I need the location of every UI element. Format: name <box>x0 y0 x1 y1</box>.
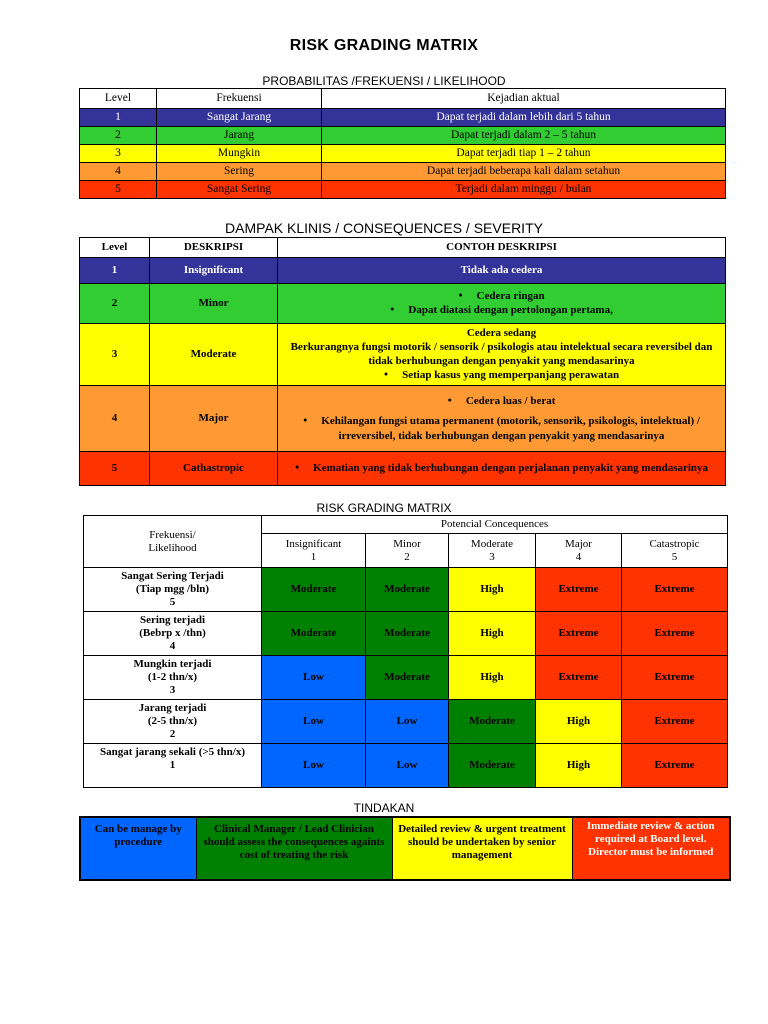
likelihood-header-row <box>80 89 726 109</box>
matrix-cell: Moderate <box>262 568 366 612</box>
row-label-line: (Bebrp x /thn) <box>139 627 206 639</box>
matrix-cell: Moderate <box>366 612 449 656</box>
severity-name: Moderate <box>150 324 278 386</box>
likelihood-heading: PROBABILITAS /FREKUENSI / LIKELIHOOD <box>262 74 506 88</box>
matrix-cell: Low <box>366 700 449 744</box>
likelihood-desc: Dapat terjadi beberapa kali dalam setahun <box>322 163 726 181</box>
likelihood-desc: Terjadi dalam minggu / bulan <box>322 181 726 199</box>
header-level: Level <box>80 89 157 109</box>
matrix-column-header <box>449 534 536 568</box>
severity-row <box>80 284 726 324</box>
severity-name: Major <box>150 386 278 452</box>
matrix-row <box>84 568 728 612</box>
matrix-column-header <box>536 534 622 568</box>
row-label-line: (Tiap mgg /bln) <box>135 583 210 595</box>
matrix-header-row <box>84 516 728 534</box>
column-name: Insignificant <box>285 537 342 550</box>
severity-level: 2 <box>80 284 150 324</box>
matrix-row-label <box>84 568 262 612</box>
risk-matrix <box>83 515 728 788</box>
matrix-corner <box>84 516 262 568</box>
corner-line: Likelihood <box>148 541 197 554</box>
severity-example <box>278 324 726 386</box>
matrix-column-header <box>262 534 366 568</box>
matrix-heading: RISK GRADING MATRIX <box>316 501 452 515</box>
likelihood-freq: Mungkin <box>157 145 322 163</box>
severity-name: Cathastropic <box>150 452 278 486</box>
matrix-row <box>84 656 728 700</box>
matrix-cell: Low <box>262 656 366 700</box>
severity-row <box>80 324 726 386</box>
row-label-line: 2 <box>169 728 176 740</box>
matrix-cell: Extreme <box>622 656 728 700</box>
row-label-line: 5 <box>169 596 176 608</box>
severity-name: Minor <box>150 284 278 324</box>
column-num: 4 <box>575 550 582 563</box>
row-label-line: Mungkin terjadi <box>133 658 212 670</box>
matrix-cell: High <box>536 744 622 788</box>
column-num: 3 <box>489 550 495 563</box>
column-name: Major <box>565 537 592 550</box>
example-line: Cedera sedang <box>466 327 537 339</box>
row-label-line: 3 <box>169 684 176 696</box>
likelihood-freq: Sangat Jarang <box>157 109 322 127</box>
matrix-cell: High <box>449 612 536 656</box>
matrix-row-label <box>84 744 262 788</box>
row-label-line: (2-5 thn/x) <box>147 715 198 727</box>
matrix-cell: Moderate <box>449 744 536 788</box>
column-name: Minor <box>393 537 421 550</box>
column-num: 1 <box>310 550 317 563</box>
likelihood-row <box>80 181 726 199</box>
row-label-line: Sangat jarang sekali (>5 thn/x) <box>99 746 245 758</box>
potential-consequences-header: Potencial Concequences <box>262 516 728 534</box>
severity-row <box>80 386 726 452</box>
matrix-row-label <box>84 612 262 656</box>
likelihood-level: 5 <box>80 181 157 199</box>
matrix-cell: Low <box>366 744 449 788</box>
likelihood-level: 1 <box>80 109 157 127</box>
severity-level: 1 <box>80 258 150 284</box>
matrix-cell: High <box>449 656 536 700</box>
action-table <box>79 816 731 881</box>
severity-level: 4 <box>80 386 150 452</box>
matrix-row <box>84 700 728 744</box>
bullet-item: ● Kematian yang tidak berhubungan dengan perjalanan penyakit yang mendasarinya <box>280 461 723 476</box>
row-label-line: 4 <box>169 640 176 652</box>
action-heading: TINDAKAN <box>353 801 415 815</box>
matrix-cell: Moderate <box>366 656 449 700</box>
matrix-cell: Extreme <box>622 612 728 656</box>
likelihood-freq: Sangat Sering <box>157 181 322 199</box>
row-label-line: Jarang terjadi <box>138 702 207 714</box>
likelihood-table <box>79 88 726 199</box>
row-label-line: 1 <box>169 759 176 771</box>
bullet-item: ● Cedera ringan <box>280 290 723 304</box>
likelihood-row <box>80 127 726 145</box>
severity-table <box>79 237 726 486</box>
matrix-cell: Moderate <box>366 568 449 612</box>
matrix-cell: Low <box>262 744 366 788</box>
corner-line: Frekuensi/ <box>149 528 196 541</box>
severity-example <box>278 452 726 486</box>
severity-header-row <box>80 238 726 258</box>
column-name: Catastropic <box>649 537 700 550</box>
severity-level: 3 <box>80 324 150 386</box>
likelihood-row <box>80 145 726 163</box>
likelihood-row <box>80 109 726 127</box>
matrix-cell: Extreme <box>622 700 728 744</box>
action-clinical-manager: Clinical Manager / Lead Clinician should assess the consequences againts cost of treating the risk <box>196 817 392 880</box>
matrix-cell: High <box>449 568 536 612</box>
bullet-item: ● Setiap kasus yang memperpanjang perawatan <box>280 368 723 383</box>
severity-example <box>278 284 726 324</box>
header-level: Level <box>80 238 150 258</box>
severity-name: Insignificant <box>150 258 278 284</box>
matrix-row-label <box>84 700 262 744</box>
matrix-cell: Extreme <box>622 744 728 788</box>
column-name: Moderate <box>470 537 514 550</box>
matrix-cell: Extreme <box>536 568 622 612</box>
action-senior-management: Detailed review & urgent treatment should be undertaken by senior management <box>392 817 572 880</box>
likelihood-level: 3 <box>80 145 157 163</box>
likelihood-freq: Sering <box>157 163 322 181</box>
matrix-row <box>84 744 728 788</box>
column-num: 5 <box>671 550 678 563</box>
likelihood-desc: Dapat terjadi dalam 2 – 5 tahun <box>322 127 726 145</box>
severity-heading: DAMPAK KLINIS / CONSEQUENCES / SEVERITY <box>225 220 543 236</box>
example-line: Berkurangnya fungsi motorik / sensorik / psikologis atau intelektual secara reversibel dan tidak berhubungan dengan penyakit yang mendasarinya <box>290 341 713 367</box>
severity-row <box>80 258 726 284</box>
matrix-cell: Moderate <box>262 612 366 656</box>
header-frekuensi: Frekuensi <box>157 89 322 109</box>
severity-example <box>278 386 726 452</box>
matrix-column-header <box>622 534 728 568</box>
severity-example: Tidak ada cedera <box>278 258 726 284</box>
bullet-item: ● Cedera luas / berat <box>280 394 723 409</box>
bullet-item: ● Kehilangan fungsi utama permanent (motorik, sensorik, psikologis, intelektual) / irreversibel, tidak berhubungan dengan penyakit yang mendasarinya <box>280 414 723 443</box>
likelihood-row <box>80 163 726 181</box>
matrix-row-label <box>84 656 262 700</box>
matrix-column-header <box>366 534 449 568</box>
bullet-item: ● Dapat diatasi dengan pertolongan pertama, <box>280 304 723 318</box>
matrix-cell: Extreme <box>622 568 728 612</box>
matrix-row <box>84 612 728 656</box>
header-kejadian: Kejadian aktual <box>322 89 726 109</box>
matrix-cell: Extreme <box>536 656 622 700</box>
matrix-cell: High <box>536 700 622 744</box>
header-deskripsi: DESKRIPSI <box>150 238 278 258</box>
action-procedure: Can be manage by procedure <box>80 817 196 880</box>
matrix-cell: Extreme <box>536 612 622 656</box>
matrix-cell: Low <box>262 700 366 744</box>
likelihood-level: 2 <box>80 127 157 145</box>
severity-row <box>80 452 726 486</box>
likelihood-freq: Jarang <box>157 127 322 145</box>
row-label-line: Sangat Sering Terjadi <box>121 570 224 582</box>
severity-level: 5 <box>80 452 150 486</box>
matrix-cell: Moderate <box>449 700 536 744</box>
page-title: RISK GRADING MATRIX <box>289 37 479 54</box>
row-label-line: (1-2 thn/x) <box>147 671 198 683</box>
likelihood-desc: Dapat terjadi tiap 1 – 2 tahun <box>322 145 726 163</box>
row-label-line: Sering terjadi <box>139 614 206 626</box>
likelihood-level: 4 <box>80 163 157 181</box>
likelihood-desc: Dapat terjadi dalam lebih dari 5 tahun <box>322 109 726 127</box>
action-board-level: Immediate review & action required at Board level. Director must be informed <box>572 817 730 880</box>
column-num: 2 <box>404 550 410 563</box>
header-contoh: CONTOH DESKRIPSI <box>278 238 726 258</box>
